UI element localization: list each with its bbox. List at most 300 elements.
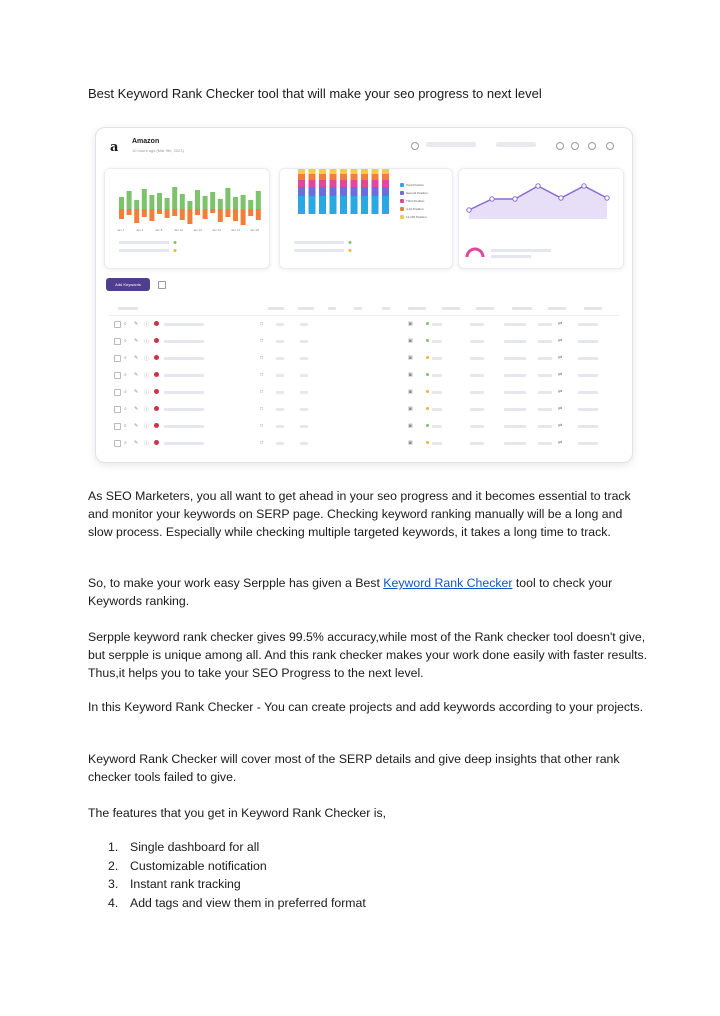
position-stack-segment [309, 174, 316, 180]
row-checkbox[interactable] [114, 338, 121, 345]
rank-down-bar [134, 209, 139, 223]
legend-label: Top3 Position [406, 183, 425, 187]
device-icon: □ [260, 338, 264, 344]
link-icon: ⇄ [558, 372, 563, 378]
keyword-table-header [108, 303, 620, 316]
dashboard-screenshot [95, 127, 633, 463]
rank-down-bar [165, 209, 170, 218]
edit-icon: ✎ [134, 355, 139, 361]
keyword-rank-checker-link[interactable]: Keyword Rank Checker [383, 576, 513, 590]
column-header [118, 307, 138, 310]
rank-change-card [104, 168, 270, 269]
cell-placeholder [470, 323, 484, 326]
cell-placeholder [276, 391, 284, 394]
row-checkbox[interactable] [114, 423, 121, 430]
info-icon: ⓘ [144, 339, 150, 345]
legend-swatch [400, 183, 404, 187]
rank-down-bar [119, 209, 124, 219]
rank-up-bar [203, 196, 208, 209]
cell-placeholder [300, 408, 308, 411]
position-stack-segment [382, 169, 389, 174]
search-icon: ⌕ [124, 338, 127, 344]
rank-down-bar [180, 209, 185, 220]
info-icon: ⓘ [144, 390, 150, 396]
country-flag-icon [154, 372, 159, 377]
rank-up-bar [134, 200, 139, 209]
rank-down-bar [187, 209, 192, 224]
row-checkbox[interactable] [114, 372, 121, 379]
info-icon: ⓘ [144, 322, 150, 328]
position-stack-segment [351, 169, 358, 174]
add-keywords-button[interactable]: Add Keywords [106, 278, 150, 291]
feature-text: Add tags and view them in preferred format [130, 895, 366, 910]
serp-icon: ▣ [408, 355, 413, 361]
edit-icon: ✎ [134, 338, 139, 344]
serp-icon: ▣ [408, 372, 413, 378]
rank-up-bar [142, 189, 147, 209]
rank-down-bar [157, 209, 162, 214]
cell-placeholder [300, 425, 308, 428]
rank-trend-dot [426, 424, 429, 427]
cell-placeholder [276, 340, 284, 343]
paragraph-projects: In this Keyword Rank Checker - You can create projects and add keywords according to your projects. [88, 700, 644, 714]
location-selector [496, 142, 536, 147]
rank-up-bar [187, 201, 192, 209]
cell-placeholder [276, 357, 284, 360]
cell-placeholder [538, 340, 552, 343]
position-stack-segment [330, 187, 337, 196]
rank-down-bar [142, 209, 147, 217]
position-stack-segment [309, 187, 316, 196]
cell-placeholder [432, 374, 442, 377]
legend-swatch [400, 207, 404, 211]
position-stack-segment [361, 174, 368, 180]
edit-icon: ✎ [134, 389, 139, 395]
summary-placeholder [294, 241, 344, 244]
position-stack-segment [298, 187, 305, 196]
position-stack-segment [382, 187, 389, 196]
column-header [382, 307, 390, 310]
column-header [298, 307, 314, 310]
rank-trend-dot [426, 390, 429, 393]
serp-icon: ▣ [408, 338, 413, 344]
bar-chart-tick-label: Jan 1 [117, 228, 125, 232]
position-stack-segment [319, 169, 326, 174]
cell-placeholder [276, 374, 284, 377]
legend-item [400, 213, 428, 221]
edit-icon: ✎ [134, 372, 139, 378]
link-icon: ⇄ [558, 338, 563, 344]
country-flag-icon [154, 389, 159, 394]
settings-icon [606, 142, 614, 150]
legend-label: Second Position [406, 191, 428, 195]
position-stack-segment [298, 196, 305, 214]
column-header [476, 307, 494, 310]
visibility-point [559, 196, 563, 200]
bar-chart-tick-label: Jan 8 [155, 228, 163, 232]
page-heading: Best Keyword Rank Checker tool that will make your seo progress to next level [88, 86, 542, 101]
country-flag-icon [154, 338, 159, 343]
bar-chart-tick-label: Jan 16 [193, 228, 203, 232]
legend-swatch [400, 191, 404, 195]
cell-placeholder [504, 323, 526, 326]
rank-trend-dot [426, 339, 429, 342]
edit-icon: ✎ [134, 440, 139, 446]
position-stack-segment [309, 196, 316, 214]
table-row[interactable] [108, 350, 620, 367]
cell-placeholder [300, 374, 308, 377]
position-stack-segment [340, 180, 347, 187]
cell-placeholder [578, 442, 598, 445]
rank-up-bar [233, 197, 238, 209]
search-icon: ⌕ [124, 389, 127, 395]
table-row[interactable] [108, 384, 620, 401]
keyword-placeholder [164, 408, 204, 411]
rank-up-bar [241, 195, 246, 209]
bar-chart-tick-label: Jan 4 [136, 228, 144, 232]
cell-placeholder [538, 442, 552, 445]
visibility-point [605, 196, 609, 200]
rank-up-bar [195, 190, 200, 209]
rank-up-bar [225, 188, 230, 209]
edit-icon [556, 142, 564, 150]
serp-icon: ▣ [408, 406, 413, 412]
legend-item [400, 205, 428, 213]
paragraph-intro: As SEO Marketers, you all want to get ahead in your seo progress and it becomes essential to track and monitor your keywords on SERP page. Checking keyword ranking manually will be a long and slow process. Especially while checking multiple targeted keywords, it takes a long time to track. [88, 489, 631, 539]
position-stack-segment [382, 196, 389, 214]
position-stack-segment [330, 196, 337, 214]
feature-item [108, 838, 366, 857]
position-stack-segment [382, 174, 389, 180]
serp-icon: ▣ [408, 321, 413, 327]
info-icon: ⓘ [144, 356, 150, 362]
rank-trend-dot [426, 356, 429, 359]
search-icon: ⌕ [124, 423, 127, 429]
link-icon: ⇄ [558, 321, 563, 327]
edit-icon: ✎ [134, 321, 139, 327]
link-icon: ⇄ [558, 423, 563, 429]
position-stack-segment [330, 180, 337, 187]
cell-placeholder [276, 442, 284, 445]
position-stack-segment [298, 169, 305, 174]
country-flag-icon [154, 355, 159, 360]
cell-placeholder [276, 323, 284, 326]
row-checkbox[interactable] [114, 355, 121, 362]
feature-text: Customizable notification [130, 858, 267, 873]
summary-placeholder [119, 249, 169, 252]
cell-placeholder [504, 340, 526, 343]
link-icon: ⇄ [558, 355, 563, 361]
cell-placeholder [432, 391, 442, 394]
cell-placeholder [578, 340, 598, 343]
device-icon: □ [260, 321, 264, 327]
rank-trend-dot [426, 373, 429, 376]
cell-placeholder [300, 442, 308, 445]
row-checkbox[interactable] [114, 321, 121, 328]
cell-placeholder [578, 374, 598, 377]
summary-dot [349, 249, 352, 252]
cell-placeholder [504, 357, 526, 360]
column-header [268, 307, 284, 310]
rank-down-bar [203, 209, 208, 219]
row-checkbox[interactable] [114, 440, 121, 447]
rank-down-bar [195, 209, 200, 215]
info-icon: ⓘ [144, 407, 150, 413]
visibility-gauge [467, 249, 483, 257]
summary-dot [174, 241, 177, 244]
bar-chart-tick-label: Jan 28 [250, 228, 260, 232]
column-header [442, 307, 460, 310]
visibility-line-chart [459, 169, 623, 268]
position-stack-segment [372, 174, 379, 180]
feature-text: Single dashboard for all [130, 840, 260, 854]
paragraph-features-intro: The features that you get in Keyword Rank Checker is, [88, 806, 387, 820]
cell-placeholder [470, 340, 484, 343]
column-header [584, 307, 602, 310]
position-stack-segment [340, 187, 347, 196]
feature-number: 2. [108, 858, 119, 873]
device-icon: □ [260, 389, 264, 395]
position-stack-segment [319, 180, 326, 187]
cell-placeholder [470, 425, 484, 428]
rank-down-bar [241, 209, 246, 225]
rank-down-bar [210, 209, 215, 213]
position-stack-segment [330, 174, 337, 180]
visibility-point [582, 184, 586, 188]
cell-placeholder [470, 357, 484, 360]
cell-placeholder [538, 391, 552, 394]
cell-placeholder [432, 442, 442, 445]
search-icon: ⌕ [124, 406, 127, 412]
feature-item [108, 875, 366, 894]
feature-text: Instant rank tracking [130, 877, 241, 891]
keyword-placeholder [164, 391, 204, 394]
cell-placeholder [276, 425, 284, 428]
rank-down-bar [225, 209, 230, 217]
feature-item [108, 894, 366, 913]
summary-placeholder [294, 249, 344, 252]
table-row[interactable] [108, 316, 620, 333]
cell-placeholder [538, 425, 552, 428]
row-checkbox[interactable] [114, 389, 121, 396]
legend-item [400, 181, 428, 189]
keyword-placeholder [164, 323, 204, 326]
device-icon: □ [260, 355, 264, 361]
date-selector [426, 142, 476, 147]
cell-placeholder [578, 323, 598, 326]
table-row[interactable] [108, 333, 620, 350]
rank-up-bar [172, 187, 177, 209]
rank-up-bar [149, 195, 154, 209]
position-stack-segment [319, 187, 326, 196]
link-icon: ⇄ [558, 406, 563, 412]
cell-placeholder [432, 408, 442, 411]
feature-number: 3. [108, 877, 119, 891]
visibility-point [513, 197, 517, 201]
cell-placeholder [300, 357, 308, 360]
cell-placeholder [578, 357, 598, 360]
legend-label: 11-100 Position [406, 215, 427, 219]
table-row[interactable] [108, 418, 620, 435]
position-stack-segment [309, 169, 316, 174]
row-checkbox[interactable] [114, 406, 121, 413]
project-updated: 10 hours ago (Mar 9th, 2023) [132, 148, 184, 153]
cell-placeholder [470, 374, 484, 377]
cell-placeholder [432, 357, 442, 360]
legend-label: Third Position [406, 199, 425, 203]
rank-down-bar [256, 209, 261, 220]
position-stack-segment [351, 187, 358, 196]
serp-icon: ▣ [408, 389, 413, 395]
serp-icon: ▣ [408, 440, 413, 446]
filter-icon[interactable] [158, 281, 166, 289]
position-stack-segment [351, 196, 358, 214]
rank-change-bar-chart [105, 169, 269, 268]
country-flag-icon [154, 440, 159, 445]
search-icon: ⌕ [124, 355, 127, 361]
rank-down-bar [149, 209, 154, 221]
position-stack-segment [298, 174, 305, 180]
device-icon: □ [260, 423, 264, 429]
cell-placeholder [538, 408, 552, 411]
gauge-placeholder [491, 255, 531, 258]
keyword-placeholder [164, 340, 204, 343]
cell-placeholder [538, 374, 552, 377]
summary-dot [174, 249, 177, 252]
position-stack-segment [351, 180, 358, 187]
feature-number: 1. [108, 840, 119, 854]
rank-down-bar [127, 209, 132, 215]
cell-placeholder [470, 408, 484, 411]
paragraph-serp-details: Keyword Rank Checker will cover most of the SERP details and give deep insights that other rank checker tools failed to give. [88, 752, 620, 784]
delete-icon [588, 142, 596, 150]
search-icon: ⌕ [124, 321, 127, 327]
cell-placeholder [470, 442, 484, 445]
legend-swatch [400, 215, 404, 219]
bar-chart-tick-label: Jan 12 [174, 228, 184, 232]
cell-placeholder [578, 391, 598, 394]
project-name: Amazon [132, 138, 160, 145]
device-icon: □ [260, 406, 264, 412]
keyword-placeholder [164, 442, 204, 445]
column-header [512, 307, 532, 310]
position-stack-segment [319, 196, 326, 214]
search-icon: ⌕ [124, 372, 127, 378]
column-header [354, 307, 362, 310]
edit-icon: ✎ [134, 406, 139, 412]
column-header [548, 307, 566, 310]
rank-trend-dot [426, 322, 429, 325]
rank-down-bar [233, 209, 238, 221]
position-stack-segment [340, 196, 347, 214]
cell-placeholder [432, 425, 442, 428]
position-stack-segment [372, 169, 379, 174]
keyword-table [108, 303, 620, 452]
column-header [408, 307, 426, 310]
summary-dot [349, 241, 352, 244]
position-stack-segment [340, 174, 347, 180]
cell-placeholder [300, 391, 308, 394]
legend-label: 4-10 Position [406, 207, 424, 211]
position-stack-segment [351, 174, 358, 180]
cell-placeholder [538, 357, 552, 360]
serp-icon: ▣ [408, 423, 413, 429]
position-stack-segment [372, 180, 379, 187]
feature-number: 4. [108, 895, 119, 910]
country-flag-icon [154, 406, 159, 411]
table-row[interactable] [108, 435, 620, 452]
position-stack-segment [309, 180, 316, 187]
rank-up-bar [218, 199, 223, 209]
table-row[interactable] [108, 401, 620, 418]
info-icon: ⓘ [144, 424, 150, 430]
country-flag-icon [154, 423, 159, 428]
search-icon: ⌕ [124, 440, 127, 446]
rank-up-bar [119, 197, 124, 209]
cell-placeholder [276, 408, 284, 411]
cell-placeholder [470, 391, 484, 394]
rank-up-bar [256, 191, 261, 209]
position-distribution-card [279, 168, 453, 269]
cell-placeholder [300, 340, 308, 343]
sync-icon [571, 142, 579, 150]
cell-placeholder [504, 425, 526, 428]
visibility-point [490, 197, 494, 201]
position-stack-segment [372, 196, 379, 214]
rank-trend-dot [426, 441, 429, 444]
info-icon: ⓘ [144, 441, 150, 447]
amazon-logo: a [110, 140, 119, 155]
rank-up-bar [210, 192, 215, 209]
legend-item [400, 189, 428, 197]
legend-item [400, 197, 428, 205]
cell-placeholder [504, 374, 526, 377]
rank-up-bar [157, 193, 162, 209]
position-stack-segment [361, 169, 368, 174]
p2-before: So, to make your work easy Serpple has given a Best [88, 576, 384, 590]
visibility-area [469, 186, 607, 219]
edit-icon: ✎ [134, 423, 139, 429]
rank-up-bar [165, 198, 170, 209]
visibility-point [536, 184, 540, 188]
rank-down-bar [218, 209, 223, 222]
legend-swatch [400, 199, 404, 203]
keyword-placeholder [164, 357, 204, 360]
position-stack-segment [340, 169, 347, 174]
position-stack-segment [382, 180, 389, 187]
table-row[interactable] [108, 367, 620, 384]
rank-down-bar [248, 209, 253, 216]
features-list [108, 838, 366, 912]
paragraph-accuracy: Serpple keyword rank checker gives 99.5% accuracy,while most of the Rank checker tool doesn't give, but serpple is unique among all. And this rank checker makes your work done easily with faster results. Thus,it helps you to take your SEO Progress to the next level. [88, 630, 648, 680]
rank-up-bar [180, 194, 185, 209]
device-icon: □ [260, 440, 264, 446]
refresh-icon [411, 142, 419, 150]
gauge-placeholder [491, 249, 551, 252]
position-stack-segment [361, 180, 368, 187]
position-stack-segment [330, 169, 337, 174]
keyword-placeholder [164, 425, 204, 428]
cell-placeholder [300, 323, 308, 326]
summary-placeholder [119, 241, 169, 244]
p2-after: tool to check your Keywords ranking. [88, 576, 613, 608]
rank-trend-dot [426, 407, 429, 410]
position-stack-segment [298, 180, 305, 187]
cell-placeholder [578, 408, 598, 411]
cell-placeholder [504, 391, 526, 394]
link-icon: ⇄ [558, 389, 563, 395]
cell-placeholder [432, 323, 442, 326]
